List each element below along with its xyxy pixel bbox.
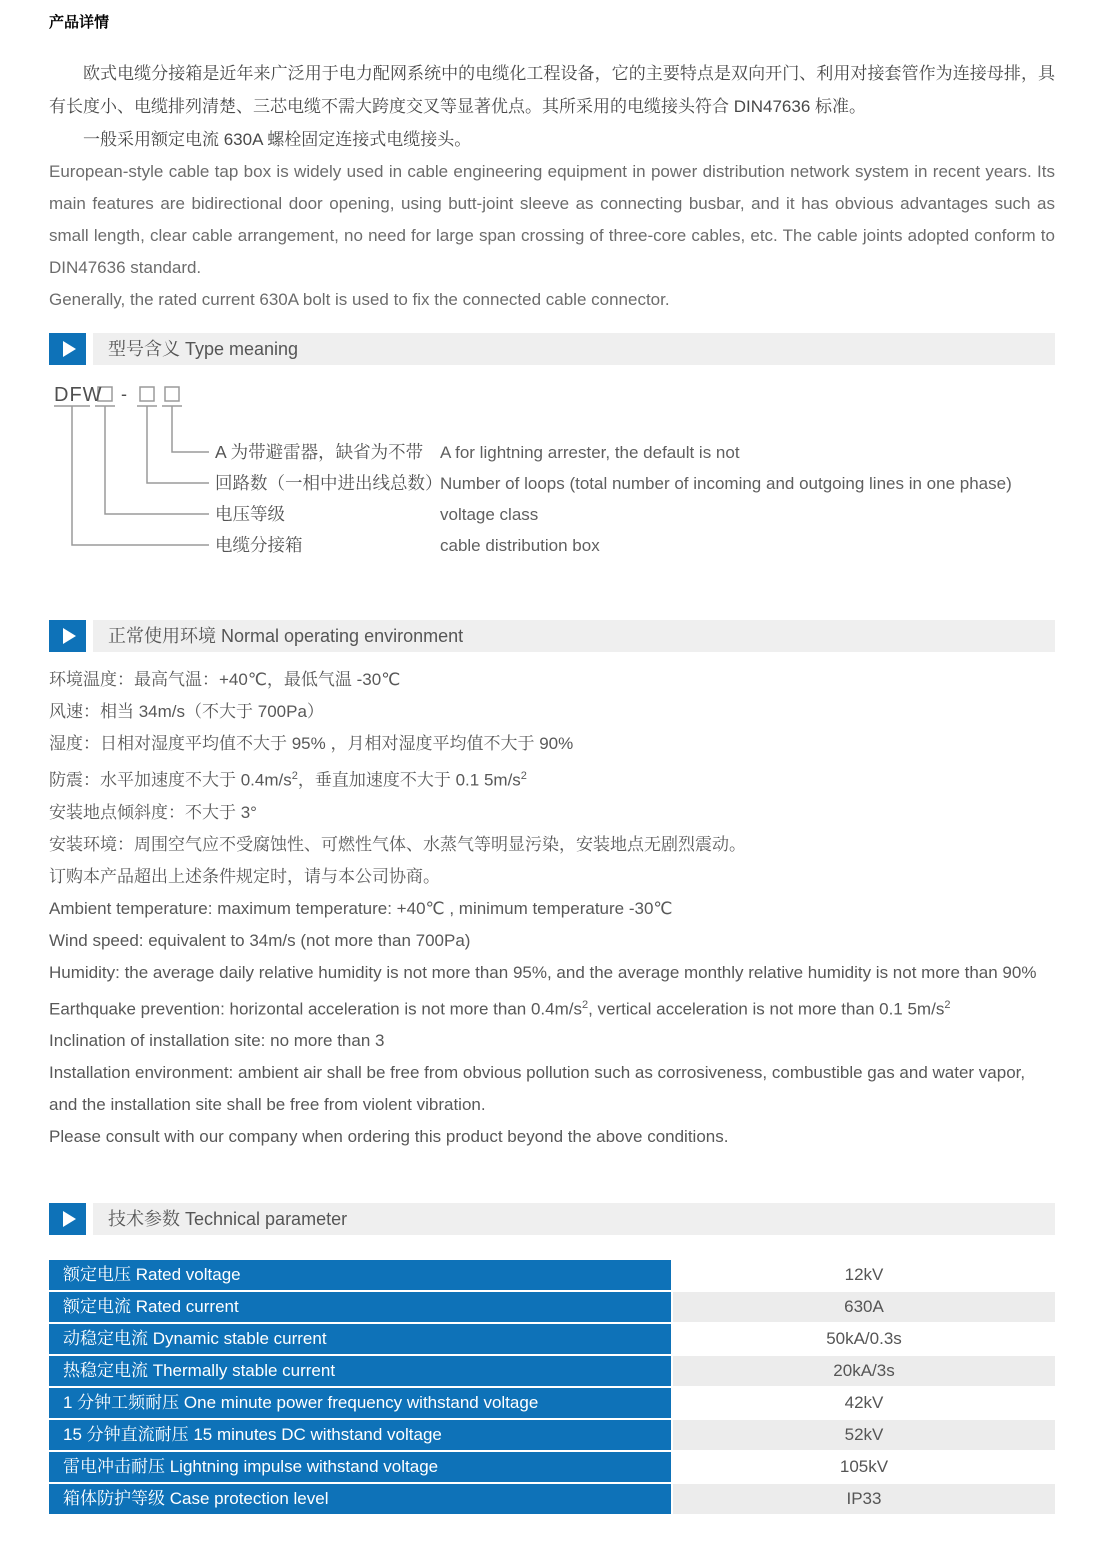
model-label-arrester-en: A for lightning arrester, the default is not	[440, 443, 740, 462]
section-title: 型号含义 Type meaning	[93, 333, 1055, 365]
model-label-box-en: cable distribution box	[440, 536, 600, 555]
section-arrow-icon	[49, 620, 86, 652]
env-zh-seismic: 防震：水平加速度不大于 $0.4m/s^2$，垂直加速度不大于 0.1 $5m/s^2$	[49, 770, 527, 790]
model-dash: -	[121, 384, 127, 404]
model-label-loops-en: Number of loops (total number of incoming and outgoing lines in one phase)	[440, 474, 1012, 493]
page-title: 产品详情	[49, 14, 110, 31]
param-name-cell: 雷电冲击耐压 Lightning impulse withstand voltage	[49, 1452, 673, 1482]
env-zh-humidity: 湿度：日相对湿度平均值不大于 95% ，月相对湿度平均值不大于 90%	[49, 734, 574, 753]
section-header-environment	[49, 620, 1055, 652]
env-en-installation: Installation environment: ambient air shall be free from obvious pollution such as corrosiveness, combustible gas and water vapor, and the installation site shall be free from violent vibration.	[49, 1063, 1026, 1115]
param-name-cell: 额定电流 Rated current	[49, 1292, 673, 1322]
technical-parameter-table	[49, 1260, 1055, 1514]
intro-en-paragraph-1: European-style cable tap box is widely used in cable engineering equipment in power distribution network system in recent years. Its main features are bidirectional door opening, using butt-joint sleeve as connecting busbar, and it has obvious advantages such as small length, clear cable arrangement, no need for large span crossing of three-core cables, etc. The cable joints adopted conform to DIN47636 standard.	[49, 162, 1055, 277]
table-row	[49, 1292, 1055, 1322]
model-label-voltage-en: voltage class	[440, 505, 539, 524]
model-digit-box-arrester	[165, 387, 179, 401]
env-zh-inclination: 安装地点倾斜度：不大于 3°	[49, 802, 257, 822]
environment-conditions-block	[49, 664, 1055, 1153]
param-value-cell: 630A	[673, 1292, 1055, 1322]
section-header-type-meaning	[49, 333, 1055, 365]
table-row	[49, 1324, 1055, 1354]
section-arrow-icon	[49, 333, 86, 365]
model-label-voltage-zh: 电压等级	[215, 504, 285, 524]
param-name-cell: 箱体防护等级 Case protection level	[49, 1484, 673, 1514]
param-name-cell: 额定电压 Rated voltage	[49, 1260, 673, 1290]
model-label-box-zh: 电缆分接箱	[215, 535, 303, 555]
param-name-cell: 热稳定电流 Thermally stable current	[49, 1356, 673, 1386]
param-value-cell: 20kA/3s	[673, 1356, 1055, 1386]
env-en-inclination: Inclination of installation site: no more than 3	[49, 1031, 385, 1051]
env-en-wind: Wind speed: equivalent to 34m/s (not more than 700Pa)	[49, 930, 471, 950]
section-title: 正常使用环境 Normal operating environment	[93, 620, 1055, 652]
param-value-cell: 12kV	[673, 1260, 1055, 1290]
env-en-seismic: Earthquake prevention: horizontal acceleration is not more than $0.4m/s^2$, vertical acceleration is not more than 0.1 $5m/s^2$	[49, 998, 951, 1019]
param-name-cell: 1 分钟工频耐压 One minute power frequency withstand voltage	[49, 1388, 673, 1418]
intro-text-block	[49, 57, 1055, 316]
env-en-humidity: Humidity: the average daily relative humidity is not more than 95%, and the average monthly relative humidity is not more than 90%	[49, 962, 1037, 982]
table-row	[49, 1388, 1055, 1418]
model-structure-diagram	[49, 378, 1055, 563]
model-label-loops-zh: 回路数（一相中进出线总数）	[215, 473, 443, 493]
env-zh-temperature: 环境温度：最高气温：+40℃，最低气温 -30℃	[49, 670, 401, 689]
section-arrow-icon	[49, 1203, 86, 1235]
intro-en-paragraph-2: Generally, the rated current 630A bolt is used to fix the connected cable connector.	[49, 290, 670, 309]
env-en-temperature: Ambient temperature: maximum temperature: +40℃ , minimum temperature -30℃	[49, 898, 673, 918]
param-value-cell: 50kA/0.3s	[673, 1324, 1055, 1354]
table-row	[49, 1452, 1055, 1482]
model-prefix: DFW	[54, 384, 103, 406]
env-zh-installation: 安装环境：周围空气应不受腐蚀性、可燃性气体、水蒸气等明显污染，安装地点无剧烈震动。	[49, 834, 746, 854]
param-name-cell: 15 分钟直流耐压 15 minutes DC withstand voltage	[49, 1420, 673, 1450]
param-value-cell: 52kV	[673, 1420, 1055, 1450]
intro-zh-paragraph-1: 欧式电缆分接箱是近年来广泛用于电力配网系统中的电缆化工程设备，它的主要特点是双向开门、利用对接套管作为连接母排，具有长度小、电缆排列清楚、三芯电缆不需大跨度交叉等显著优点。其所采用的电缆接头符合 DIN47636 标准。	[49, 64, 1055, 116]
model-digit-box-loops	[140, 387, 154, 401]
model-label-arrester-zh: A 为带避雷器，缺省为不带	[215, 442, 424, 462]
intro-zh-paragraph-2: 一般采用额定电流 630A 螺栓固定连接式电缆接头。	[83, 130, 472, 149]
table-row	[49, 1356, 1055, 1386]
table-row	[49, 1420, 1055, 1450]
section-title: 技术参数 Technical parameter	[93, 1203, 1055, 1235]
table-row	[49, 1484, 1055, 1514]
param-name-cell: 动稳定电流 Dynamic stable current	[49, 1324, 673, 1354]
env-zh-consult: 订购本产品超出上述条件规定时，请与本公司协商。	[49, 866, 440, 886]
env-en-consult: Please consult with our company when ordering this product beyond the above conditions.	[49, 1127, 729, 1147]
param-value-cell: 105kV	[673, 1452, 1055, 1482]
section-header-technical	[49, 1203, 1055, 1235]
param-value-cell: 42kV	[673, 1388, 1055, 1418]
table-row	[49, 1260, 1055, 1290]
param-value-cell: IP33	[673, 1484, 1055, 1514]
env-zh-wind: 风速：相当 34m/s（不大于 700Pa）	[49, 702, 324, 721]
